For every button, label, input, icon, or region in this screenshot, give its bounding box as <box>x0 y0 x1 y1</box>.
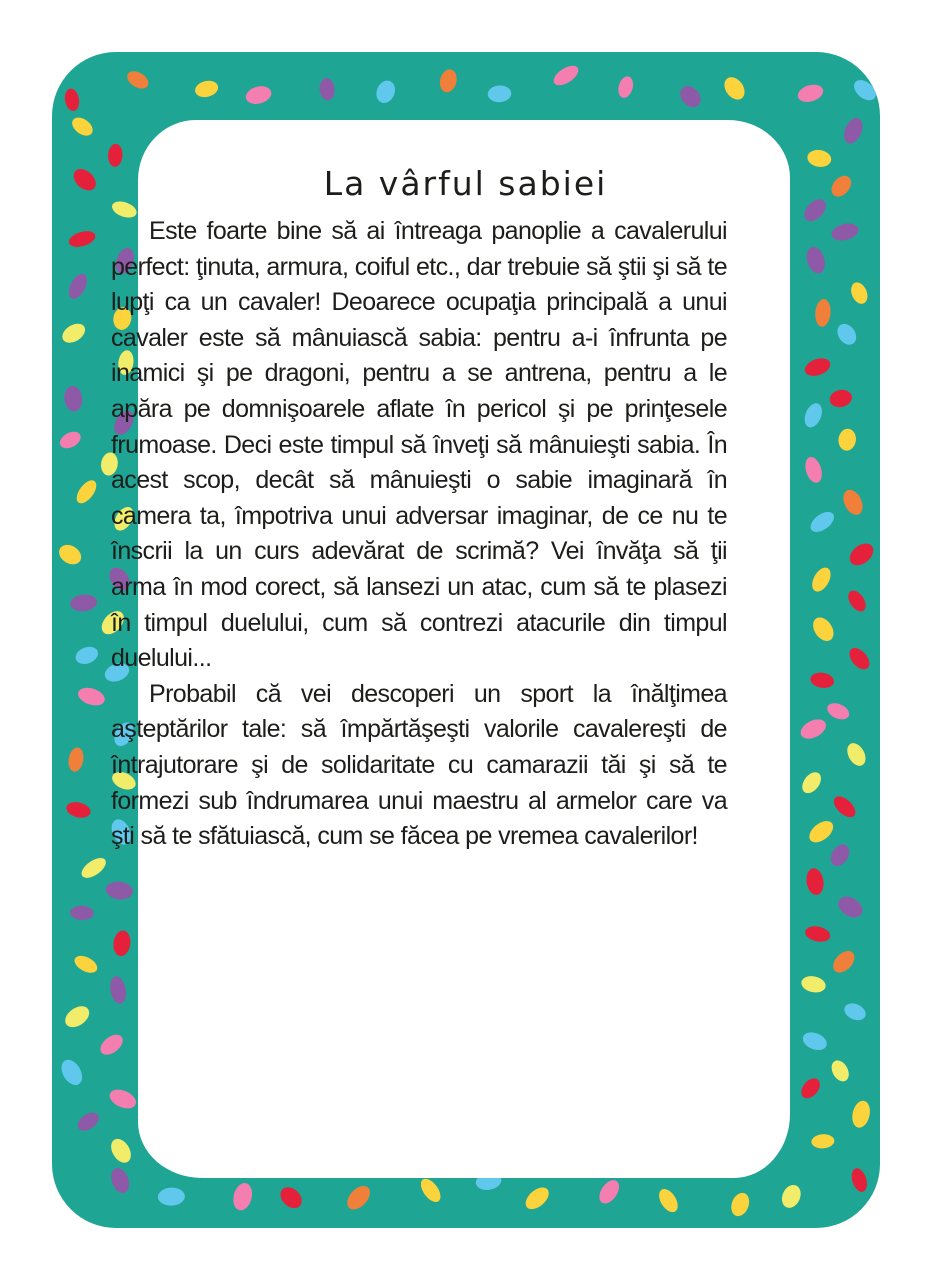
paragraph-1: Este foarte bine să ai întreaga panoplie a cavalerului perfect: ţinuta, armura, coiful etc., dar trebuie să ştii şi să te lupţi ca un cavaler! Deoarece ocupaţia principală a unui cavaler este să mânuiască sabia: pentru a-i înfrunta pe inamici şi pe dragoni, pentru a se antrena, pentru a le apăra pe domnişoarele aflate în pericol şi pe prinţesele frumoase. Deci este timpul să înveţi să mânuieşti sabia. În acest scop, decât să mânuieşti o sabie imaginară în camera ta, împotriva unui adversar imaginar, de ce nu te înscrii la un curs adevărat de scrimă? Vei învăţa să ţii arma în mod corect, să lansezi un atac, cum să te plasezi în timpul duelului, cum să contrezi atacurile din timpul duelului... <box>111 217 727 673</box>
paragraph-2: Probabil că vei descoperi un sport la înălţimea aşteptărilor tale: să împărtăşeşti valorile cavalereşti de întrajutorare şi de solidaritate cu camarazii tăi şi să te formezi sub îndrumarea unui maestru al armelor care va şti să te sfătuiască, cum se făcea pe vremea cavalerilor! <box>111 679 727 851</box>
page-title: La vârful sabiei <box>323 164 608 203</box>
body-text <box>111 214 727 855</box>
